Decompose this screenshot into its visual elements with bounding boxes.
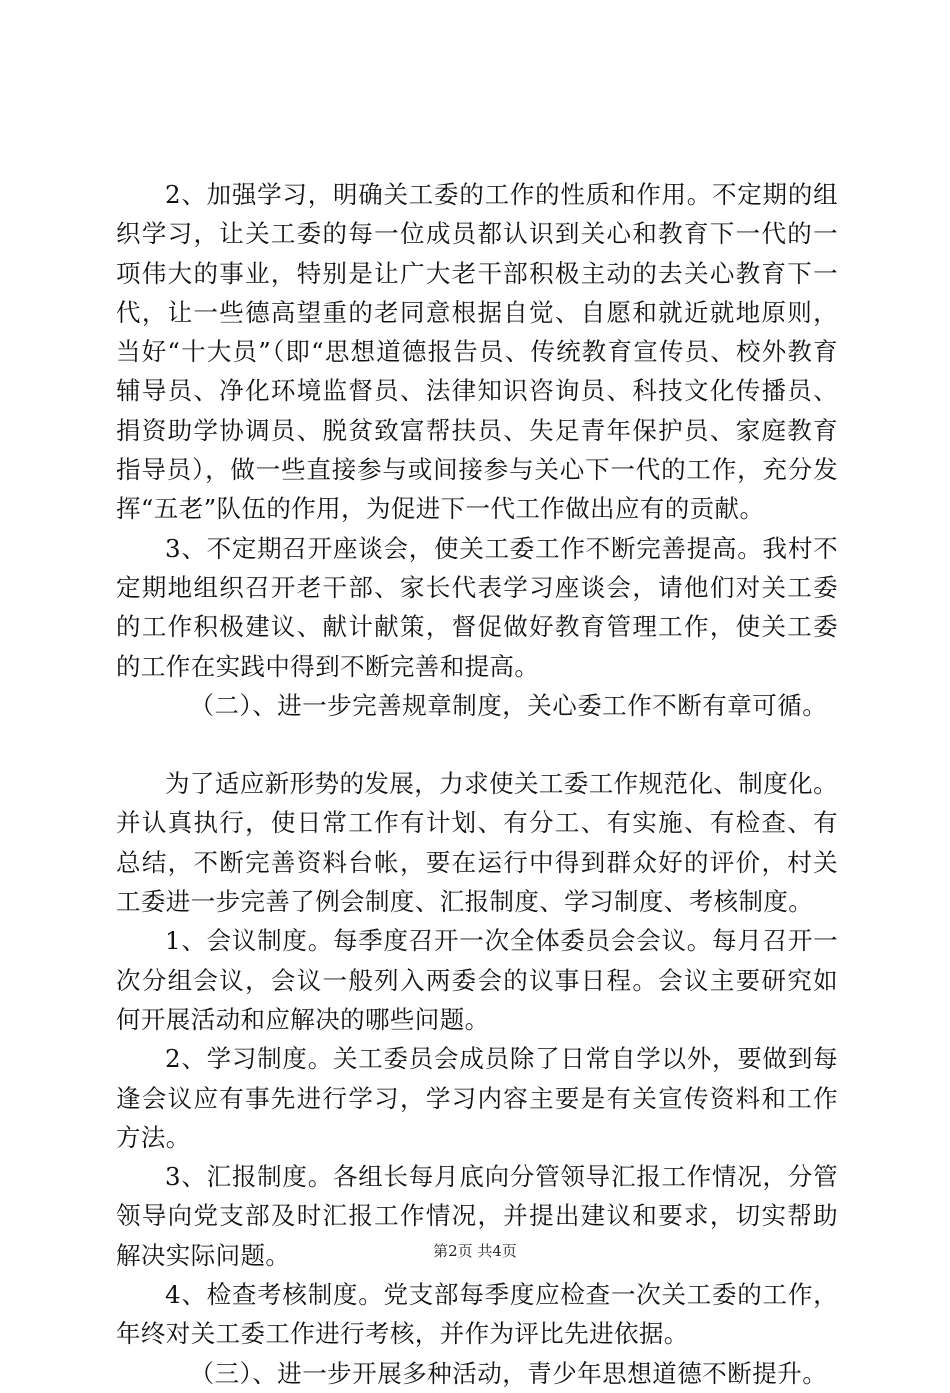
section-heading-rules: （二）、进一步完善规章制度，关心委工作不断有章可循。 [189,690,828,720]
paragraph-report-rule: 3、汇报制度。各组长每月底向分管领导汇报工作情况，分管领导向党支部及时汇报工作情况，并提出建议和要求，切实帮助解决实际问题。 [116,1162,838,1270]
paragraph-study-rule: 2、学习制度。关工委员会成员除了日常自学以外，要做到每逢会议应有事先进行学习，学习内容主要是有关宣传资料和工作方法。 [116,1044,838,1152]
paragraph-rules-intro: 为了适应新形势的发展，力求使关工委工作规范化、制度化。并认真执行，使日常工作有计划、有分工、有实施、有检查、有总结，不断完善资料台帐，要在运行中得到群众好的评价，村关工委进一步完善了例会制度、汇报制度、学习制度、考核制度。 [116,769,838,917]
paragraph-study: 2、加强学习，明确关工委的工作的性质和作用。不定期的组织学习，让关工委的每一位成员都认识到关心和教育下一代的一项伟大的事业，特别是让广大老干部积极主动的去关心教育下一代，让一些德高望重的老同意根据自觉、自愿和就近就地原则，当好“十大员”（即“思想道德报告员、传统教育宣传员、校外教育辅导员、净化环境监督员、法律知识咨询员、科技文化传播员、捐资助学协调员、脱贫致富帮扶员、失足青年保护员、家庭教育指导员），做一些直接参与或间接参与关心下一代的工作，充分发挥“五老”队伍的作用，为促进下一代工作做出应有的贡献。 [116,180,838,524]
paragraph-meeting-rule: 1、会议制度。每季度召开一次全体委员会会议。每月召开一次分组会议，会议一般列入两委会的议事日程。会议主要研究如何开展活动和应解决的哪些问题。 [116,926,838,1034]
paragraph-inspection-rule: 4、检查考核制度。党支部每季度应检查一次关工委的工作，年终对关工委工作进行考核，并作为评比先进依据。 [116,1280,838,1349]
paragraph-forum: 3、不定期召开座谈会，使关工委工作不断完善提高。我村不定期地组织召开老干部、家长代表学习座谈会，请他们对关工委的工作积极建议、献计献策，督促做好教育管理工作，使关工委的工作在实践中得到不断完善和提高。 [116,533,838,681]
page-number-footer: 第2页 共4页 [433,1242,517,1260]
paragraph-spacer [116,725,838,764]
section-heading-activities: （三）、进一步开展多种活动，青少年思想道德不断提升。 [189,1358,828,1388]
document-body [116,175,838,1393]
